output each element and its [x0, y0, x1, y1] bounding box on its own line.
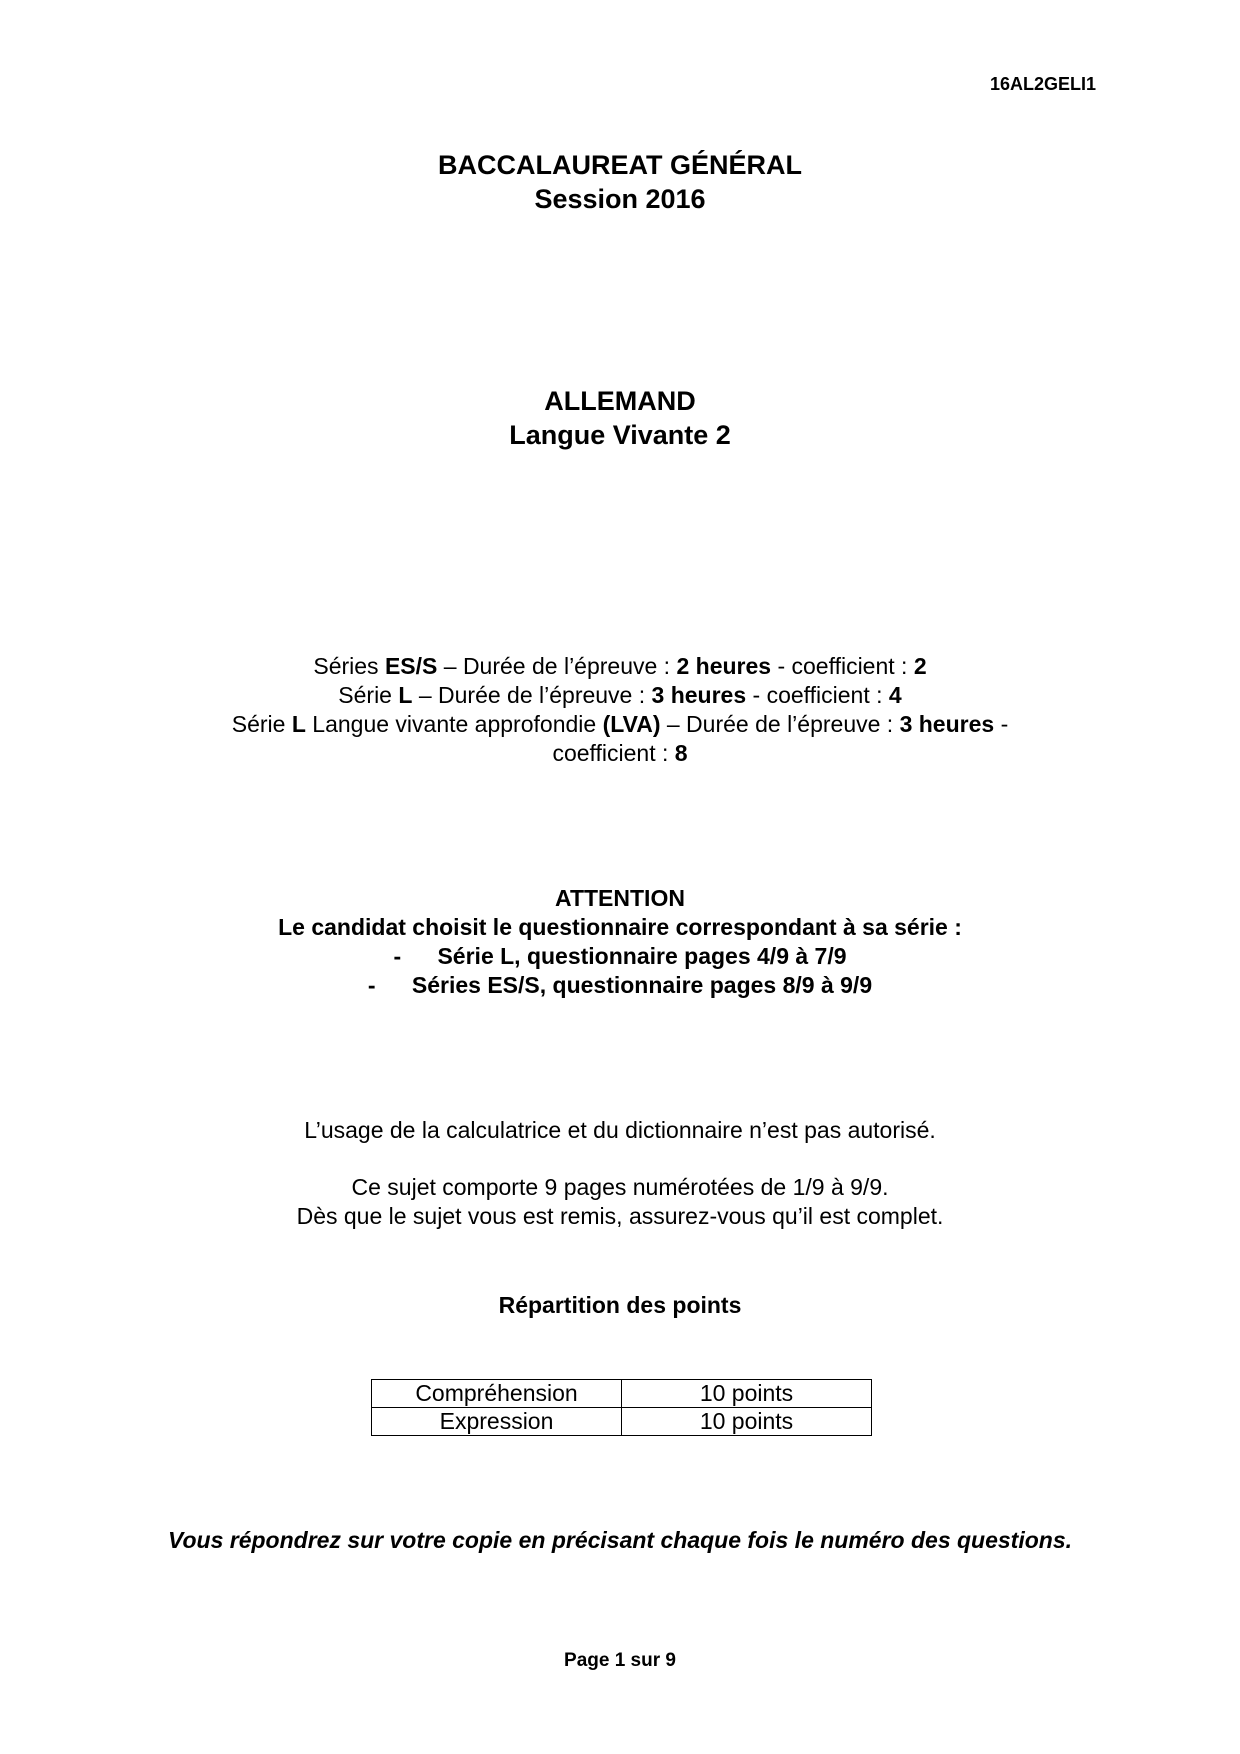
attention-block — [0, 884, 1240, 1000]
series-line-l: Série L – Durée de l’épreuve : 3 heures - coefficient : 4 — [338, 682, 902, 708]
points-label: Expression — [372, 1408, 622, 1436]
subject-name: ALLEMAND — [544, 386, 696, 416]
calculator-note: L’usage de la calculatrice et du dictionnaire n’est pas autorisé. — [304, 1117, 936, 1143]
points-value: 10 points — [622, 1408, 872, 1436]
series-info — [0, 652, 1240, 768]
table-row — [372, 1380, 872, 1408]
points-table — [371, 1379, 872, 1436]
exam-session: Session 2016 — [534, 184, 706, 214]
page-number: Page 1 sur 9 — [564, 1650, 676, 1671]
series-line-es-s: Séries ES/S – Durée de l’épreuve : 2 heures - coefficient : 2 — [313, 653, 927, 679]
pages-note — [0, 1173, 1240, 1231]
pages-count: Ce sujet comporte 9 pages numérotées de 1/9 à 9/9. — [351, 1174, 889, 1200]
attention-heading: ATTENTION — [555, 885, 685, 911]
series-line-lva-coef: coefficient : 8 — [552, 740, 688, 766]
document-code: 16AL2GELI1 — [989, 74, 1096, 94]
exam-title — [0, 148, 1240, 216]
attention-intro: Le candidat choisit le questionnaire correspondant à sa série : — [278, 914, 962, 940]
attention-item: - Séries ES/S, questionnaire pages 8/9 à 9/9 — [367, 972, 873, 998]
answer-instruction: Vous répondrez sur votre copie en précisant chaque fois le numéro des questions. — [167, 1527, 1073, 1553]
attention-item: - Série L, questionnaire pages 4/9 à 7/9 — [393, 943, 847, 969]
points-value: 10 points — [622, 1380, 872, 1408]
completeness-note: Dès que le sujet vous est remis, assurez-vous qu’il est complet. — [296, 1203, 944, 1229]
series-line-lva: Série L Langue vivante approfondie (LVA) – Durée de l’épreuve : 3 heures - — [231, 711, 1009, 737]
subject-title — [0, 384, 1240, 452]
table-row — [372, 1408, 872, 1436]
exam-title-line: BACCALAUREAT GÉNÉRAL — [438, 150, 802, 180]
subject-level: Langue Vivante 2 — [509, 420, 731, 450]
points-heading: Répartition des points — [498, 1292, 742, 1318]
points-label: Compréhension — [372, 1380, 622, 1408]
